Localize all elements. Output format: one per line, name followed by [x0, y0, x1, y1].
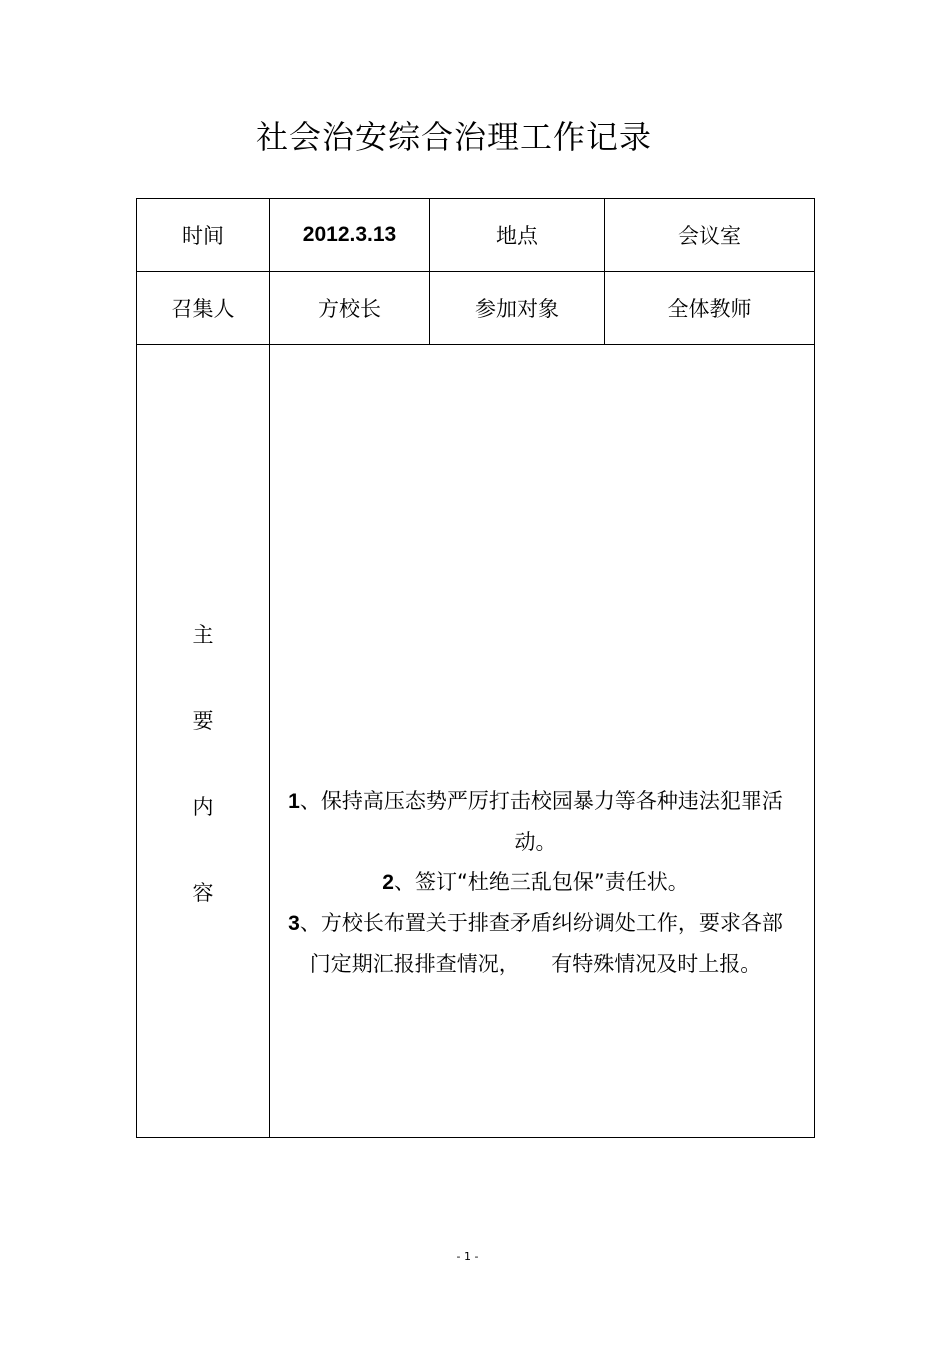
content-item-text: 、签订“杜绝三乱包保”责任状。 — [393, 870, 689, 894]
table-row-convener-participants — [137, 272, 815, 345]
content-item-text: 、保持高压态势严厉打击校园暴力等各种违法犯罪活动。 — [299, 789, 783, 854]
main-content-label-char: 主 — [192, 623, 214, 647]
time-label: 时间 — [137, 199, 270, 272]
main-content-label-char: 容 — [192, 881, 214, 905]
main-content-label-char: 内 — [192, 795, 214, 819]
participants-value: 全体教师 — [605, 272, 815, 345]
place-label: 地点 — [430, 199, 605, 272]
place-value: 会议室 — [605, 199, 815, 272]
content-item-text: 、方校长布置关于排查矛盾纠纷调处工作，要求各部门定期汇报排查情况， 有特殊情况及时上报。 — [299, 911, 783, 976]
content-item-number: 2 — [382, 871, 394, 894]
table-row-time-place — [137, 199, 815, 272]
table-row-main-content — [137, 345, 815, 1138]
content-item-number: 3 — [288, 912, 300, 935]
time-value: 2012.3.13 — [270, 199, 430, 272]
content-item — [279, 903, 792, 984]
main-content-label — [137, 345, 270, 1138]
page-number: - 1 - — [456, 1250, 479, 1263]
document-title: 社会治安综合治理工作记录 — [255, 118, 652, 156]
content-item — [279, 862, 792, 903]
convener-label: 召集人 — [137, 272, 270, 345]
convener-value: 方校长 — [270, 272, 430, 345]
content-item — [279, 781, 792, 862]
record-table — [136, 198, 815, 1138]
participants-label: 参加对象 — [430, 272, 605, 345]
main-content-body — [270, 345, 815, 1138]
main-content-label-char: 要 — [192, 709, 214, 733]
content-item-number: 1 — [288, 790, 300, 813]
